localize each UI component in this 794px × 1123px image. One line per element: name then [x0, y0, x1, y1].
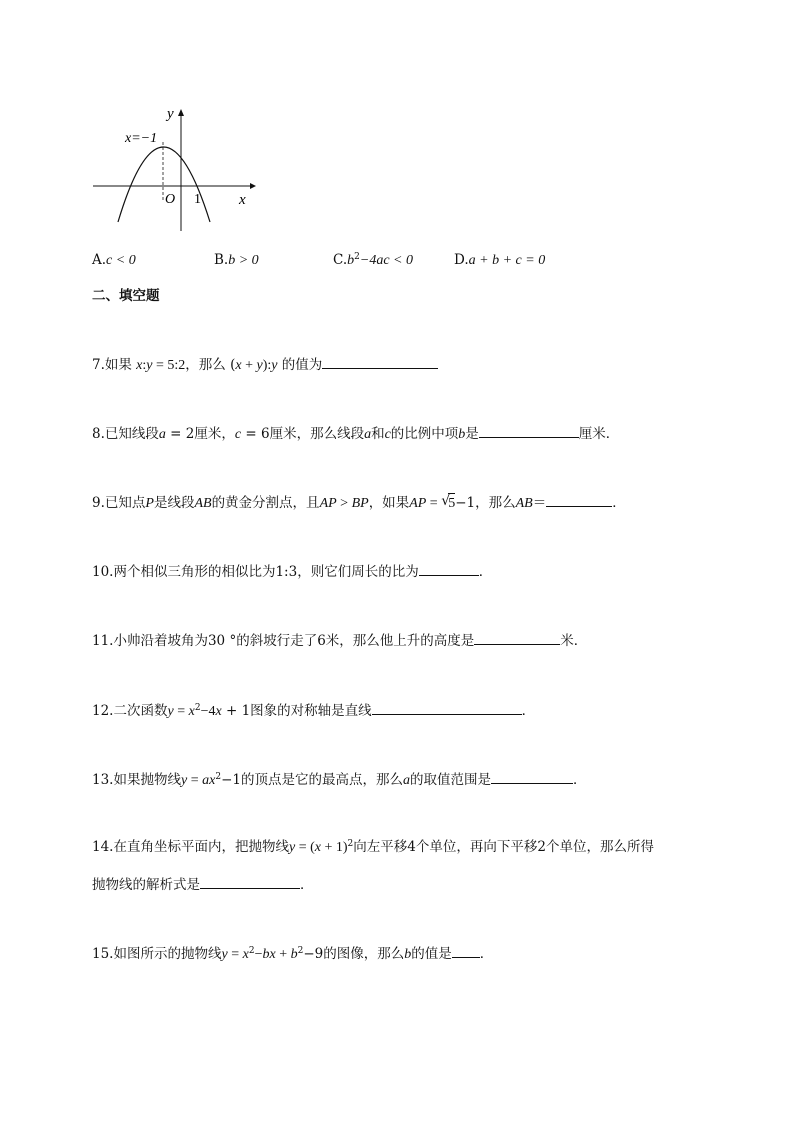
parabola-figure [88, 100, 258, 235]
answer-blank[interactable] [322, 354, 438, 369]
question-10: 10.两个相似三角形的相似比为1:3，则它们周长的比为 ． [92, 561, 492, 581]
option-c: $C.b^2-4ac < 0$ [333, 252, 413, 268]
question-13: 13.如果抛物线$y = ax^2-1$的顶点是它的最高点，那么a的取值范围是 ． [92, 769, 586, 790]
question-11: 11.小帅沿着坡角为30 °的斜坡行走了6米，那么他上升的高度是 米． [92, 630, 587, 650]
origin-label: O [165, 192, 176, 207]
option-b: B.b > 0 [214, 252, 259, 268]
answer-blank[interactable] [546, 492, 612, 507]
option-a: A.c < 0 [92, 252, 136, 268]
answer-blank[interactable] [419, 561, 479, 576]
option-d: D.a + b + c = 0 [454, 252, 546, 268]
tick-label-1: 1 [194, 192, 201, 207]
sqrt-symbol: √ 5 [441, 493, 456, 511]
answer-blank[interactable] [491, 769, 573, 784]
answer-blank[interactable] [479, 423, 579, 438]
answer-blank[interactable] [372, 700, 522, 715]
answer-blank[interactable] [474, 630, 560, 645]
symmetry-axis-label: x=−1 [125, 131, 158, 146]
y-axis-label: y [167, 106, 174, 122]
x-axis-label: x [239, 192, 246, 208]
question-7: 7.如果 x:y = 5:2，那么 (x + y):y 的值为 [92, 354, 438, 375]
answer-blank[interactable] [200, 874, 300, 889]
parabola-curve [118, 147, 210, 222]
answer-blank[interactable] [452, 943, 480, 958]
y-axis-arrow [178, 109, 184, 116]
question-8: 8.已知线段a = 2厘米，c = 6厘米，那么线段a和c的比例中项b是 厘米． [92, 423, 619, 444]
question-14-line-2: 抛物线的解析式是 ． [92, 874, 314, 894]
question-15: 15.如图所示的抛物线$y = x^2-bx + b^2-9$的图像，那么b的值是 ． [92, 943, 493, 964]
question-12: 12.二次函数$y = x^2-4x + 1$图象的对称轴是直线 ． [92, 700, 535, 721]
section-heading: 二、填空题 [92, 288, 160, 304]
question-14: 14.在直角坐标平面内，把抛物线$y = (x + 1)^2$向左平移4个单位，再向下平移2个单位，那么所得 [92, 839, 654, 855]
x-axis-arrow [250, 183, 256, 189]
question-9: 9.已知点P是线段AB的黄金分割点，且AP > BP，如果AP = √ 5−1，那么AB＝ ． [92, 493, 626, 511]
